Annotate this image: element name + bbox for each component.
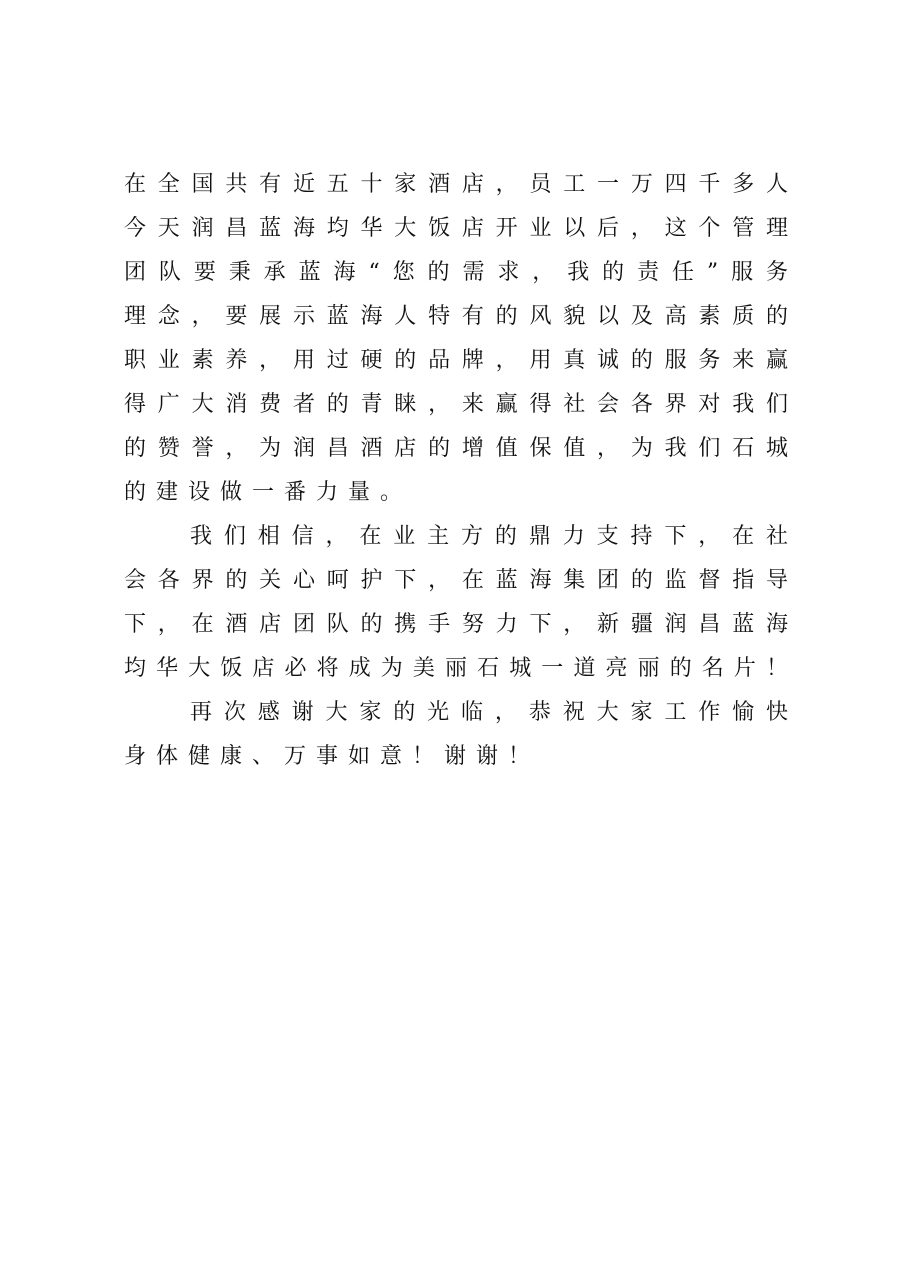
text-line: 的赞誉，为润昌酒店的增值保值，为我们石城 [124,436,788,461]
text-line: 今天润昌蓝海均华大饭店开业以后，这个管理 [124,216,788,241]
text-line: 均华大饭店必将成为美丽石城一道亮丽的名片！ [124,656,788,681]
paragraph-start-line: 我们相信，在业主方的鼎力支持下，在社 [190,524,788,549]
body-text [124,163,788,779]
text-line: 职业素养，用过硬的品牌，用真诚的服务来赢 [124,348,788,373]
text-line: 团队要秉承蓝海“您的需求，我的责任”服务 [124,260,788,285]
text-line: 在全国共有近五十家酒店，员工一万四千多人 [124,172,788,197]
text-line: 会各界的关心呵护下，在蓝海集团的监督指导 [124,568,788,593]
paragraph-start-line: 再次感谢大家的光临，恭祝大家工作愉快 [190,700,788,725]
text-line: 身体健康、万事如意！谢谢！ [124,744,541,769]
text-line: 下，在酒店团队的携手努力下，新疆润昌蓝海 [124,612,788,637]
text-line: 得广大消费者的青睐，来赢得社会各界对我们 [124,392,788,417]
text-line: 理念，要展示蓝海人特有的风貌以及高素质的 [124,304,788,329]
text-line: 的建设做一番力量。 [124,480,413,505]
